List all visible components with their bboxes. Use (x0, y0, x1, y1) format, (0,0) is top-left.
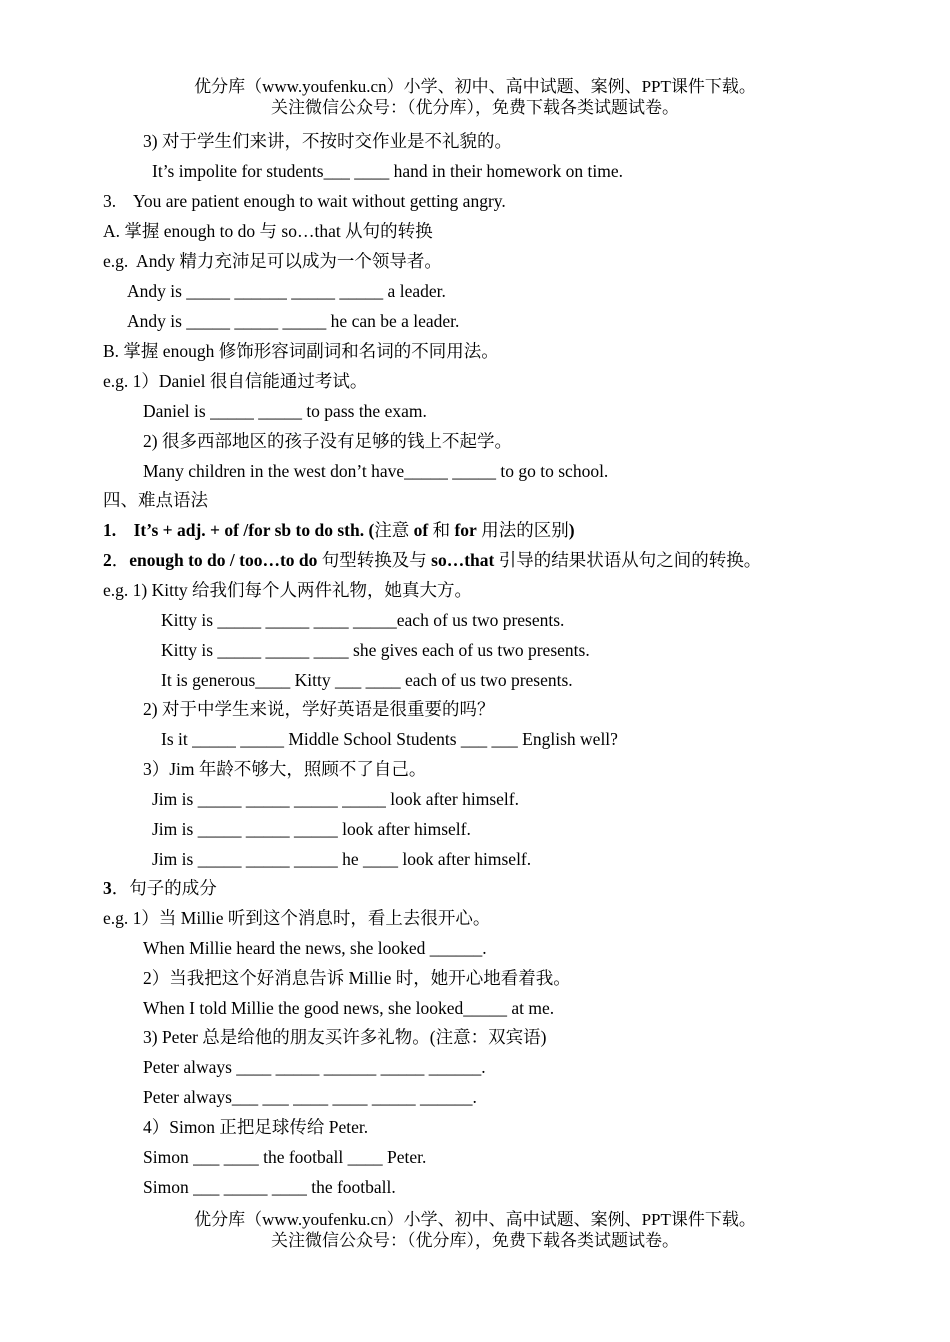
point-number: 3 (103, 878, 112, 898)
point-bold-text: so…that (431, 550, 495, 570)
text-line: e.g. 1) Kitty 给我们每个人两件礼物，她真大方。 (103, 580, 472, 600)
text-line: Andy is _____ ______ _____ _____ a leader. (127, 281, 446, 301)
text-line: Jim is _____ _____ _____ he ____ look after himself. (152, 849, 532, 869)
grammar-point-1 (103, 519, 575, 541)
point-note: 引导的结果状语从句之间的转换。 (494, 550, 762, 570)
point-bold-text: It’s + adj. + of /for sb to do sth. ( (133, 520, 375, 540)
point-note: 用法的区别 (476, 520, 569, 540)
text-line: Peter always___ ___ ____ ____ _____ ______. (143, 1087, 477, 1107)
text-line: Kitty is _____ _____ ____ _____each of us two presents. (161, 610, 565, 630)
text-line: It is generous____ Kitty ___ ____ each of us two presents. (161, 670, 573, 690)
footer-line-1: 优分库（www.youfenku.cn）小学、初中、高中试题、案例、PPT课件下载。 (194, 1210, 756, 1229)
text-line: Daniel is _____ _____ to pass the exam. (143, 401, 427, 421)
point-note: 和 (428, 520, 455, 540)
text-line: 2）当我把这个好消息告诉 Millie 时，她开心地看着我。 (143, 968, 571, 988)
point-number: 2 (103, 550, 112, 570)
text-line: It’s impolite for students___ ____ hand in their homework on time. (152, 161, 623, 181)
text-line: 4）Simon 正把足球传给 Peter. (143, 1117, 369, 1137)
point-bold-text: enough to do / too…to do (129, 550, 318, 570)
text-line: 2) 很多西部地区的孩子没有足够的钱上不起学。 (143, 431, 512, 451)
footer-line-2: 关注微信公众号：（优分库），免费下载各类试题试卷。 (271, 1231, 679, 1250)
header-line-2: 关注微信公众号：（优分库），免费下载各类试题试卷。 (271, 98, 679, 117)
text-line: 3) Peter 总是给他的朋友买许多礼物。(注意：双宾语) (143, 1027, 547, 1047)
text-line: When Millie heard the news, she looked ______. (143, 938, 487, 958)
point-note: 句型转换及与 (317, 550, 432, 570)
text-line: Jim is _____ _____ _____ look after himself. (152, 819, 471, 839)
text-line: e.g. 1）Daniel 很自信能通过考试。 (103, 371, 368, 391)
text-line: Jim is _____ _____ _____ _____ look after himself. (152, 789, 519, 809)
text-line: B. 掌握 enough 修饰形容词副词和名词的不同用法。 (103, 341, 499, 361)
header-line-1: 优分库（www.youfenku.cn）小学、初中、高中试题、案例、PPT课件下载。 (194, 77, 756, 96)
text-line: e.g. 1）当 Millie 听到这个消息时，看上去很开心。 (103, 908, 491, 928)
text-line: Many children in the west don’t have_____ _____ to go to school. (143, 461, 609, 481)
point-number: 1. (103, 520, 117, 540)
point-sep: ． (111, 550, 130, 570)
grammar-point-2 (103, 549, 761, 571)
text-line: A. 掌握 enough to do 与 so…that 从句的转换 (103, 221, 433, 241)
text-line: Simon ___ _____ ____ the football. (143, 1177, 396, 1197)
text-line: Andy is _____ _____ _____ he can be a leader. (127, 311, 460, 331)
grammar-point-3 (103, 877, 217, 899)
point-close: ) (568, 520, 575, 540)
text-line: Is it _____ _____ Middle School Students ___ ___ English well? (161, 729, 618, 749)
text-line: Simon ___ ____ the football ____ Peter. (143, 1147, 427, 1167)
point-bold-of: of (413, 520, 429, 540)
text-line: Kitty is _____ _____ ____ she gives each of us two presents. (161, 640, 590, 660)
text-line: When I told Millie the good news, she looked_____ at me. (143, 998, 555, 1018)
point-note: 注意 (374, 520, 414, 540)
text-line: 3) 对于学生们来讲，不按时交作业是不礼貌的。 (143, 131, 512, 151)
text-line: e.g. Andy 精力充沛足可以成为一个领导者。 (103, 251, 442, 271)
text-line: 3）Jim 年龄不够大，照顾不了自己。 (143, 759, 427, 779)
text-line: 3. You are patient enough to wait without getting angry. (103, 191, 506, 211)
text-line: 2) 对于中学生来说，学好英语是很重要的吗？ (143, 699, 495, 719)
point-bold-for: for (454, 520, 477, 540)
text-line: Peter always ____ _____ ______ _____ ______. (143, 1057, 486, 1077)
point-title: ．句子的成分 (111, 878, 217, 898)
section-heading: 四、难点语法 (103, 490, 208, 510)
